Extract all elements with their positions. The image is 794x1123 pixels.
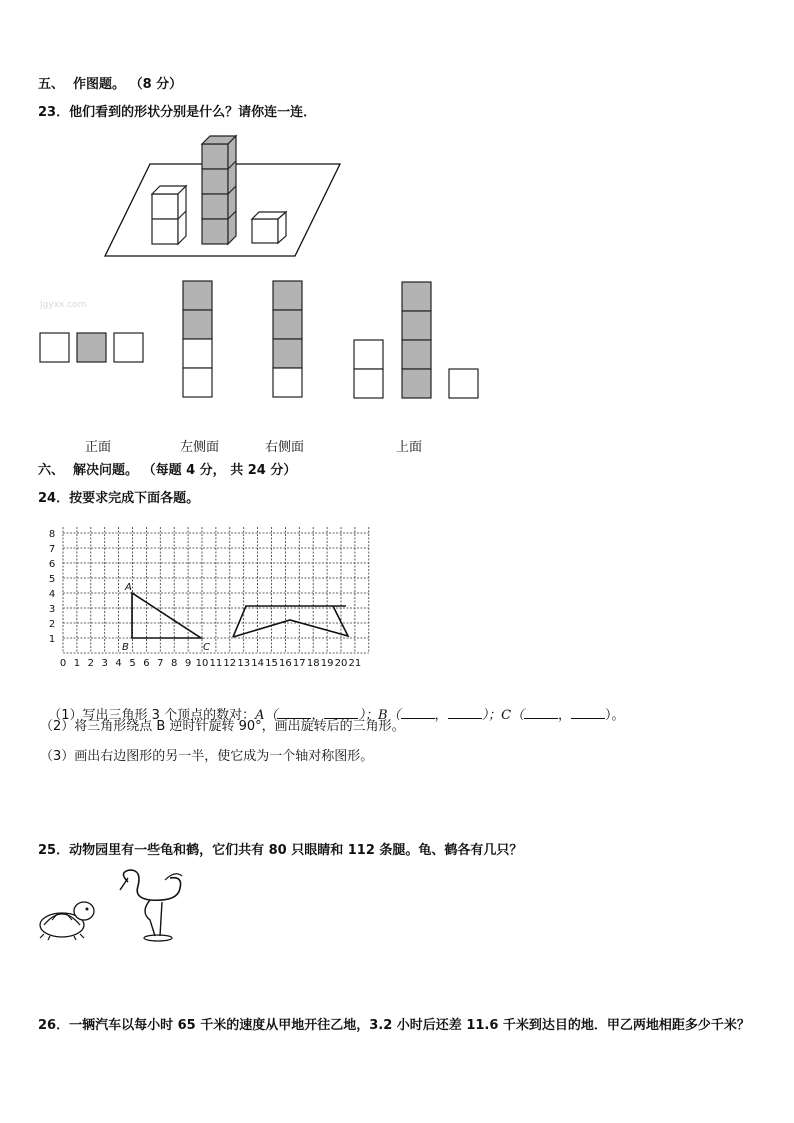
x-tick-label: 3 (101, 658, 108, 669)
question-26: 26．一辆汽车以每小时 65 千米的速度从甲地开往乙地，3.2 小时后还差 11.6 千米到达目的地．甲乙两地相距多少千米？ (38, 1018, 750, 1033)
y-tick-label: 2 (48, 619, 56, 630)
y-tick-label: 5 (48, 574, 56, 585)
y-tick-label: 7 (48, 544, 56, 555)
x-tick-label: 16 (279, 658, 292, 669)
x-tick-label: 15 (265, 658, 278, 669)
q24-1-end: ）。 (605, 708, 625, 723)
question-23: 23．他们看到的形状分别是什么？请你连一连． (38, 105, 317, 120)
question-24: 24．按要求完成下面各题。 (38, 491, 200, 506)
x-tick-label: 11 (209, 658, 223, 669)
view-label-top: 上面 (396, 440, 423, 455)
turtle-icon (40, 902, 94, 940)
point-label-c: C (203, 642, 210, 653)
y-tick-label: 4 (48, 589, 56, 600)
q24-1-prompt: （1）写出三角形 3 个顶点的数对： (48, 708, 256, 723)
x-tick-label: 9 (184, 658, 192, 669)
x-tick-label: 4 (115, 658, 122, 669)
x-tick-label: 1 (73, 658, 81, 669)
x-tick-label: 10 (195, 658, 209, 669)
x-tick-label: 19 (320, 658, 334, 669)
y-tick-label: 1 (48, 634, 56, 645)
x-tick-label: 8 (171, 658, 178, 669)
point-label-b: B (122, 642, 129, 653)
x-tick-label: 14 (251, 658, 264, 669)
x-tick-label: 20 (334, 658, 348, 669)
x-tick-label: 18 (306, 658, 320, 669)
view-label-front: 正面 (85, 440, 112, 455)
y-tick-label: 8 (48, 529, 56, 540)
view-label-right: 右侧面 (265, 440, 305, 455)
question-25: 25．动物园里有一些龟和鹤，它们共有 80 只眼睛和 112 条腿。龟、鹤各有几只？ (38, 843, 523, 858)
x-tick-label: 2 (87, 658, 94, 669)
x-tick-label: 0 (59, 658, 67, 669)
section-6-heading: 六、 解决问题。 （每题 4 分， 共 24 分） (38, 463, 297, 478)
y-tick-label: 6 (48, 559, 56, 570)
q24-1-c-label: ）；C（ (481, 708, 525, 723)
x-tick-label: 21 (348, 658, 362, 669)
point-label-a: A (125, 582, 132, 593)
watermark: Jgyxx.com (40, 300, 87, 310)
q24-1-a-label: A（ (255, 708, 278, 723)
question-24-2: （2）将三角形绕点 B 逆时针旋转 90°，画出旋转后的三角形。 (40, 719, 405, 734)
x-tick-label: 6 (143, 658, 150, 669)
view-label-left: 左侧面 (180, 440, 220, 455)
section-5-heading: 五、 作图题。 （8 分） (38, 77, 183, 92)
question-24-1: （1）写出三角形 3 个顶点的数对：A（ ， ）；B（ ， ）；C（ ， ）。 (48, 708, 625, 723)
q24-1-b-label: ）；B（ (358, 708, 401, 723)
question-24-3: （3）画出右边图形的另一半，使它成为一个轴对称图形。 (40, 749, 374, 764)
y-tick-label: 3 (48, 604, 56, 615)
x-tick-label: 12 (223, 658, 237, 669)
x-tick-label: 17 (292, 658, 306, 669)
x-tick-label: 13 (237, 658, 251, 669)
x-tick-label: 5 (129, 658, 136, 669)
crane-icon (120, 870, 182, 941)
x-tick-label: 7 (157, 658, 164, 669)
